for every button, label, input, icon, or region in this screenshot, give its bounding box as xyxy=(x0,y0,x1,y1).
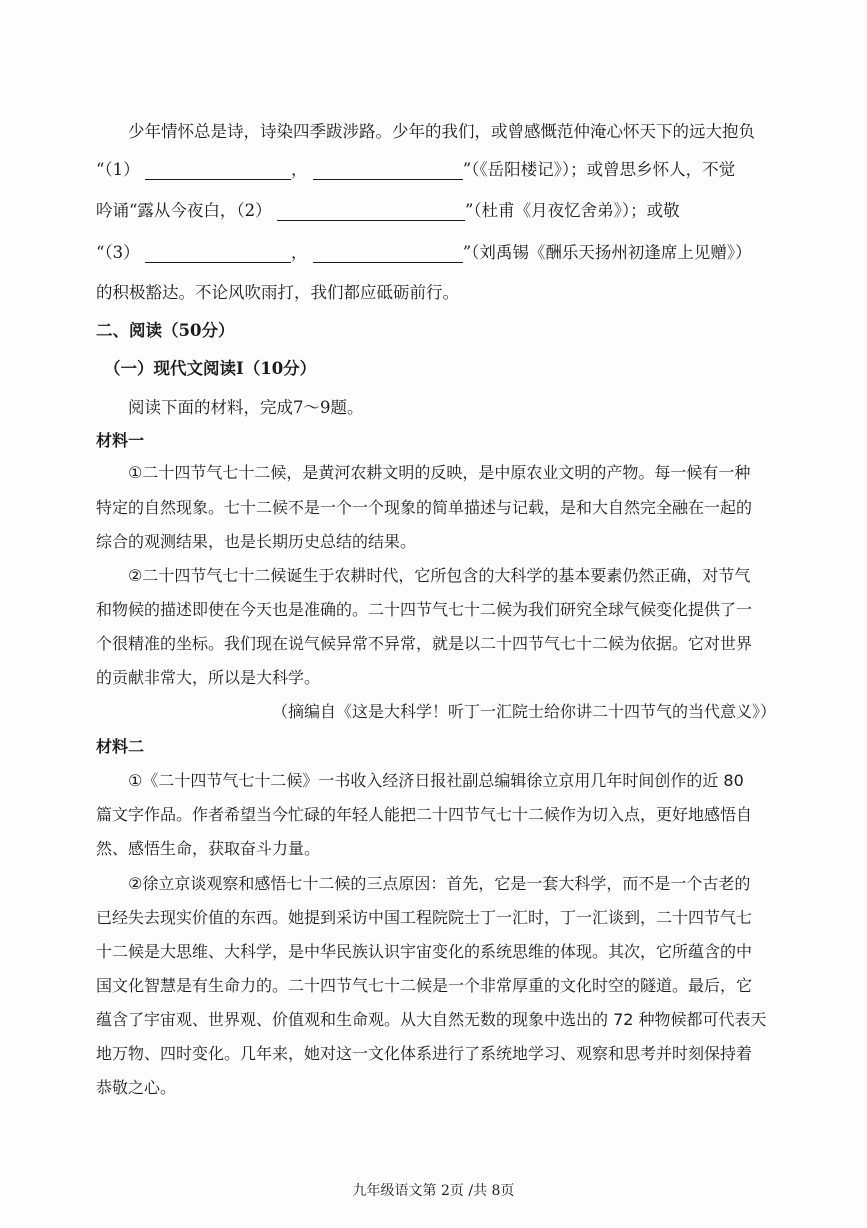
material-1-line: 和物候的描述即使在今天也是准确的。二十四节气七十二候为我们研究全球气候变化提供了一 xyxy=(96,600,753,619)
blank-1a xyxy=(145,163,291,180)
page-footer: 九年级语文第 2页 /共 8页 xyxy=(352,1183,515,1199)
comma: ， xyxy=(290,243,308,262)
material-1-source: （摘编自《这是大科学！听丁一汇院士给你讲二十四节气的当代意义》） xyxy=(271,702,776,721)
poem-line-2 xyxy=(96,160,776,180)
blank-2 xyxy=(277,204,465,221)
comma: ， xyxy=(290,160,308,179)
blank-3b xyxy=(313,246,463,263)
subsection-title: （一）现代文阅读Ⅰ（10分） xyxy=(104,359,317,378)
material-2-line: 十二候是大思维、大科学，是中华民族认识宇宙变化的系统思维的体现。其次，它所蕴含的中 xyxy=(96,942,753,961)
poem-line-2-tail: ”（《岳阳楼记》）；或曾思乡怀人，不觉 xyxy=(462,160,736,179)
poem-line-5: 的积极豁达。不论风吹雨打，我们都应砥砺前行。 xyxy=(96,283,459,302)
poem-line-3-head: 吟诵“露从今夜白，（2） xyxy=(96,201,272,220)
material-1-line: 个很精准的坐标。我们现在说气候异常不异常，就是以二十四节气七十二候为依据。它对世界 xyxy=(96,634,753,653)
material-2-line: 然、感悟生命，获取奋斗力量。 xyxy=(96,839,321,858)
poem-line-4-tail: ”（刘禹锡《酬乐天扬州初逢席上见赠》） xyxy=(462,243,752,262)
poem-line-1: 少年情怀总是诗，诗染四季跋涉路。少年的我们，或曾感慨范仲淹心怀天下的远大抱负 xyxy=(128,122,755,141)
blank-1-label: “（1） xyxy=(96,160,140,179)
material-2-line: 地万物、四时变化。几年来，她对这一文化体系进行了系统地学习、观察和思考并时刻保持着 xyxy=(96,1044,753,1063)
poem-line-4 xyxy=(96,243,776,263)
blank-3-label: “（3） xyxy=(96,243,140,262)
material-2-line: 已经失去现实价值的东西。她提到采访中国工程院院士丁一汇时，丁一汇谈到，二十四节气七 xyxy=(96,908,753,927)
blank-1b xyxy=(313,163,463,180)
section-title: 二、阅读（50分） xyxy=(96,321,235,340)
poem-line-3-tail: ”（杜甫《月夜忆舍弟》）；或敬 xyxy=(464,201,680,220)
material-2-label: 材料二 xyxy=(96,737,145,756)
material-1-label: 材料一 xyxy=(96,431,145,450)
blank-3a xyxy=(145,246,291,263)
material-1-line: 综合的观测结果，也是长期历史总结的结果。 xyxy=(96,532,417,551)
material-2-line: ①《二十四节气七十二候》一书收入经济日报社副总编辑徐立京用几年时间创作的近 80 xyxy=(128,771,744,790)
material-1-line: 特定的自然现象。七十二候不是一个一个现象的简单描述与记载，是和大自然完全融在一起的 xyxy=(96,498,753,517)
poem-line-3 xyxy=(96,201,776,221)
material-1-line: ①二十四节气七十二候，是黄河农耕文明的反映，是中原农业文明的产物。每一候有一种 xyxy=(128,463,751,482)
instruction: 阅读下面的材料，完成7～9题。 xyxy=(128,398,364,417)
material-2-line: 恭敬之心。 xyxy=(96,1078,177,1097)
material-2-line: 国文化智慧是有生命力的。二十四节气七十二候是一个非常厚重的文化时空的隧道。最后，它 xyxy=(96,976,753,995)
material-1-line: 的贡献非常大，所以是大科学。 xyxy=(96,668,321,687)
material-2-line: ②徐立京谈观察和感悟七十二候的三点原因：首先，它是一套大科学，而不是一个古老的 xyxy=(128,874,751,893)
material-2-line: 篇文字作品。作者希望当今忙碌的年轻人能把二十四节气七十二候作为切入点，更好地感悟自 xyxy=(96,805,753,824)
material-1-line: ②二十四节气七十二候诞生于农耕时代，它所包含的大科学的基本要素仍然正确，对节气 xyxy=(128,566,751,585)
material-2-line: 蕴含了宇宙观、世界观、价值观和生命观。从大自然无数的现象中选出的 72 种物候都可代表天 xyxy=(96,1010,767,1029)
